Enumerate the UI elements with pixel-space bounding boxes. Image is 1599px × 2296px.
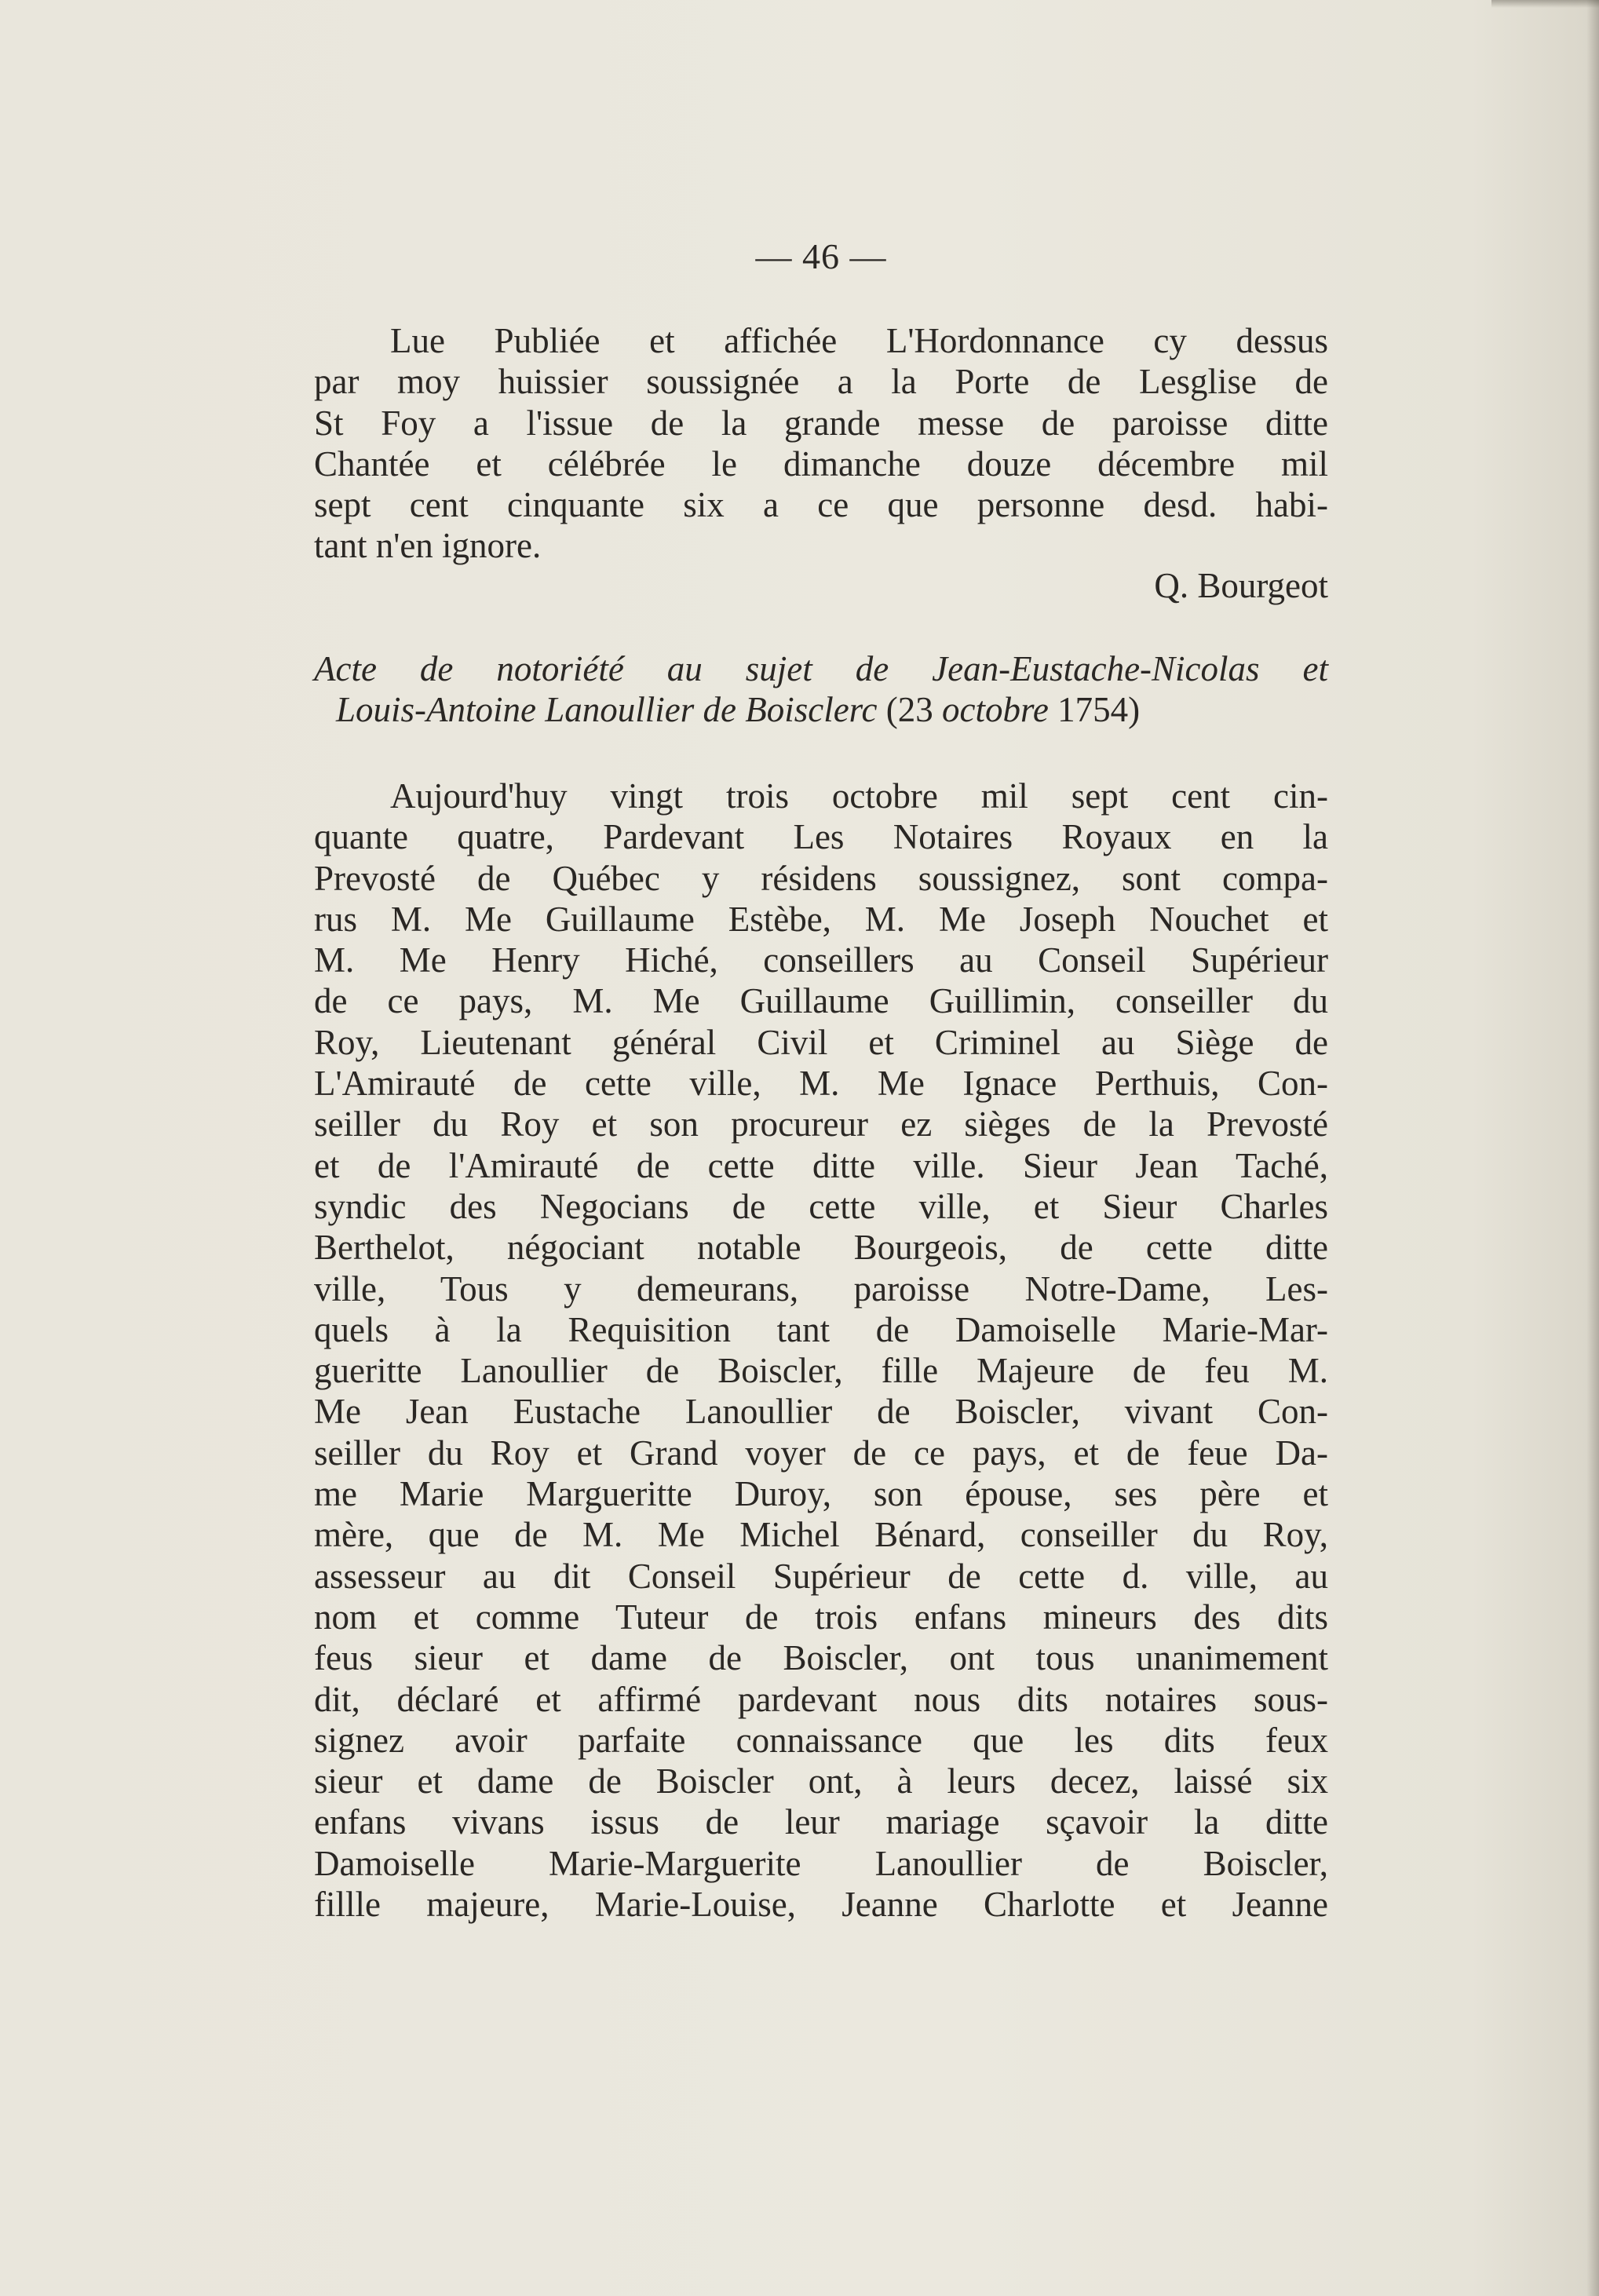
text-line: me Marie Margueritte Duroy, son épouse, ses père et xyxy=(314,1474,1328,1514)
text-line: de ce pays, M. Me Guillaume Guillimin, conseiller du xyxy=(314,981,1328,1021)
text-line: dit, déclaré et affirmé pardevant nous dits notaires sous- xyxy=(314,1679,1328,1719)
text-line: Roy, Lieutenant général Civil et Criminel au Siège de xyxy=(314,1022,1328,1062)
page-number: — 46 — xyxy=(755,236,887,276)
paragraph-ordinance-notice xyxy=(314,320,1328,567)
signature: Q. Bourgeot xyxy=(1154,566,1328,605)
text-line: Prevosté de Québec y résidens soussignez, sont compa- xyxy=(314,858,1328,898)
heading-line: Acte de notoriété au sujet de Jean-Eustache-Nicolas et xyxy=(314,649,1328,688)
heading-date-close: 1754) xyxy=(1048,690,1141,729)
text-line: par moy huissier soussignée a la Porte de Lesglise de xyxy=(314,362,1328,402)
text-line: signez avoir parfaite connaissance que les dits feux xyxy=(314,1720,1328,1760)
section-heading xyxy=(314,648,1328,730)
text-line: M. Me Henry Hiché, conseillers au Conseil Supérieur xyxy=(314,940,1328,980)
text-line: St Foy a l'issue de la grande messe de paroisse ditte xyxy=(314,403,1328,443)
text-line: Aujourd'huy vingt trois octobre mil sept cent cin- xyxy=(390,776,1328,816)
text-line: tant n'en ignore. xyxy=(314,526,542,566)
text-line: feus sieur et dame de Boiscler, ont tous unanimement xyxy=(314,1638,1328,1678)
heading-names: Louis-Antoine Lanoullier de Boisclerc xyxy=(336,690,878,729)
paragraph-act-body xyxy=(314,776,1328,1925)
text-line: rus M. Me Guillaume Estèbe, M. Me Joseph Nouchet et xyxy=(314,899,1328,939)
text-line: Chantée et célébrée le dimanche douze décembre mil xyxy=(314,444,1328,484)
text-line: gueritte Lanoullier de Boiscler, fille Majeure de feu M. xyxy=(314,1351,1328,1391)
text-line: sept cent cinquante six a ce que personne desd. habi- xyxy=(314,485,1328,525)
text-line: Lue Publiée et affichée L'Hordonnance cy dessus xyxy=(390,321,1328,360)
text-line: assesseur au dit Conseil Supérieur de cette d. ville, au xyxy=(314,1556,1328,1596)
text-line: enfans vivans issus de leur mariage sçavoir la ditte xyxy=(314,1802,1328,1842)
text-line: fillle majeure, Marie-Louise, Jeanne Charlotte et Jeanne xyxy=(314,1885,1328,1925)
text-line: ville, Tous y demeurans, paroisse Notre-Dame, Les- xyxy=(314,1268,1328,1309)
text-line: L'Amirauté de cette ville, M. Me Ignace Perthuis, Con- xyxy=(314,1064,1328,1104)
text-line: seiller du Roy et son procureur ez sièges de la Prevosté xyxy=(314,1104,1328,1144)
heading-date-open: (23 xyxy=(877,690,943,729)
text-line: quels à la Requisition tant de Damoiselle Marie-Mar- xyxy=(314,1309,1328,1349)
heading-date-month: octobre xyxy=(942,690,1049,729)
text-line: et de l'Amirauté de cette ditte ville. Sieur Jean Taché, xyxy=(314,1145,1328,1185)
text-line: seiller du Roy et Grand voyer de ce pays, et de feue Da- xyxy=(314,1433,1328,1473)
text-line: Me Jean Eustache Lanoullier de Boiscler, vivant Con- xyxy=(314,1392,1328,1432)
text-line: sieur et dame de Boiscler ont, à leurs decez, laissé six xyxy=(314,1761,1328,1801)
text-line: quante quatre, Pardevant Les Notaires Royaux en la xyxy=(314,817,1328,857)
text-line: nom et comme Tuteur de trois enfans mineurs des dits xyxy=(314,1597,1328,1637)
page-edge-shadow xyxy=(1586,0,1599,2296)
text-line: Damoiselle Marie-Marguerite Lanoullier de Boiscler, xyxy=(314,1843,1328,1883)
page-corner-shadow xyxy=(1491,0,1599,8)
text-line: syndic des Negocians de cette ville, et Sieur Charles xyxy=(314,1186,1328,1226)
heading-line xyxy=(314,689,1328,730)
text-line: mère, que de M. Me Michel Bénard, conseiller du Roy, xyxy=(314,1515,1328,1555)
text-line: Berthelot, négociant notable Bourgeois, de cette ditte xyxy=(314,1228,1328,1268)
